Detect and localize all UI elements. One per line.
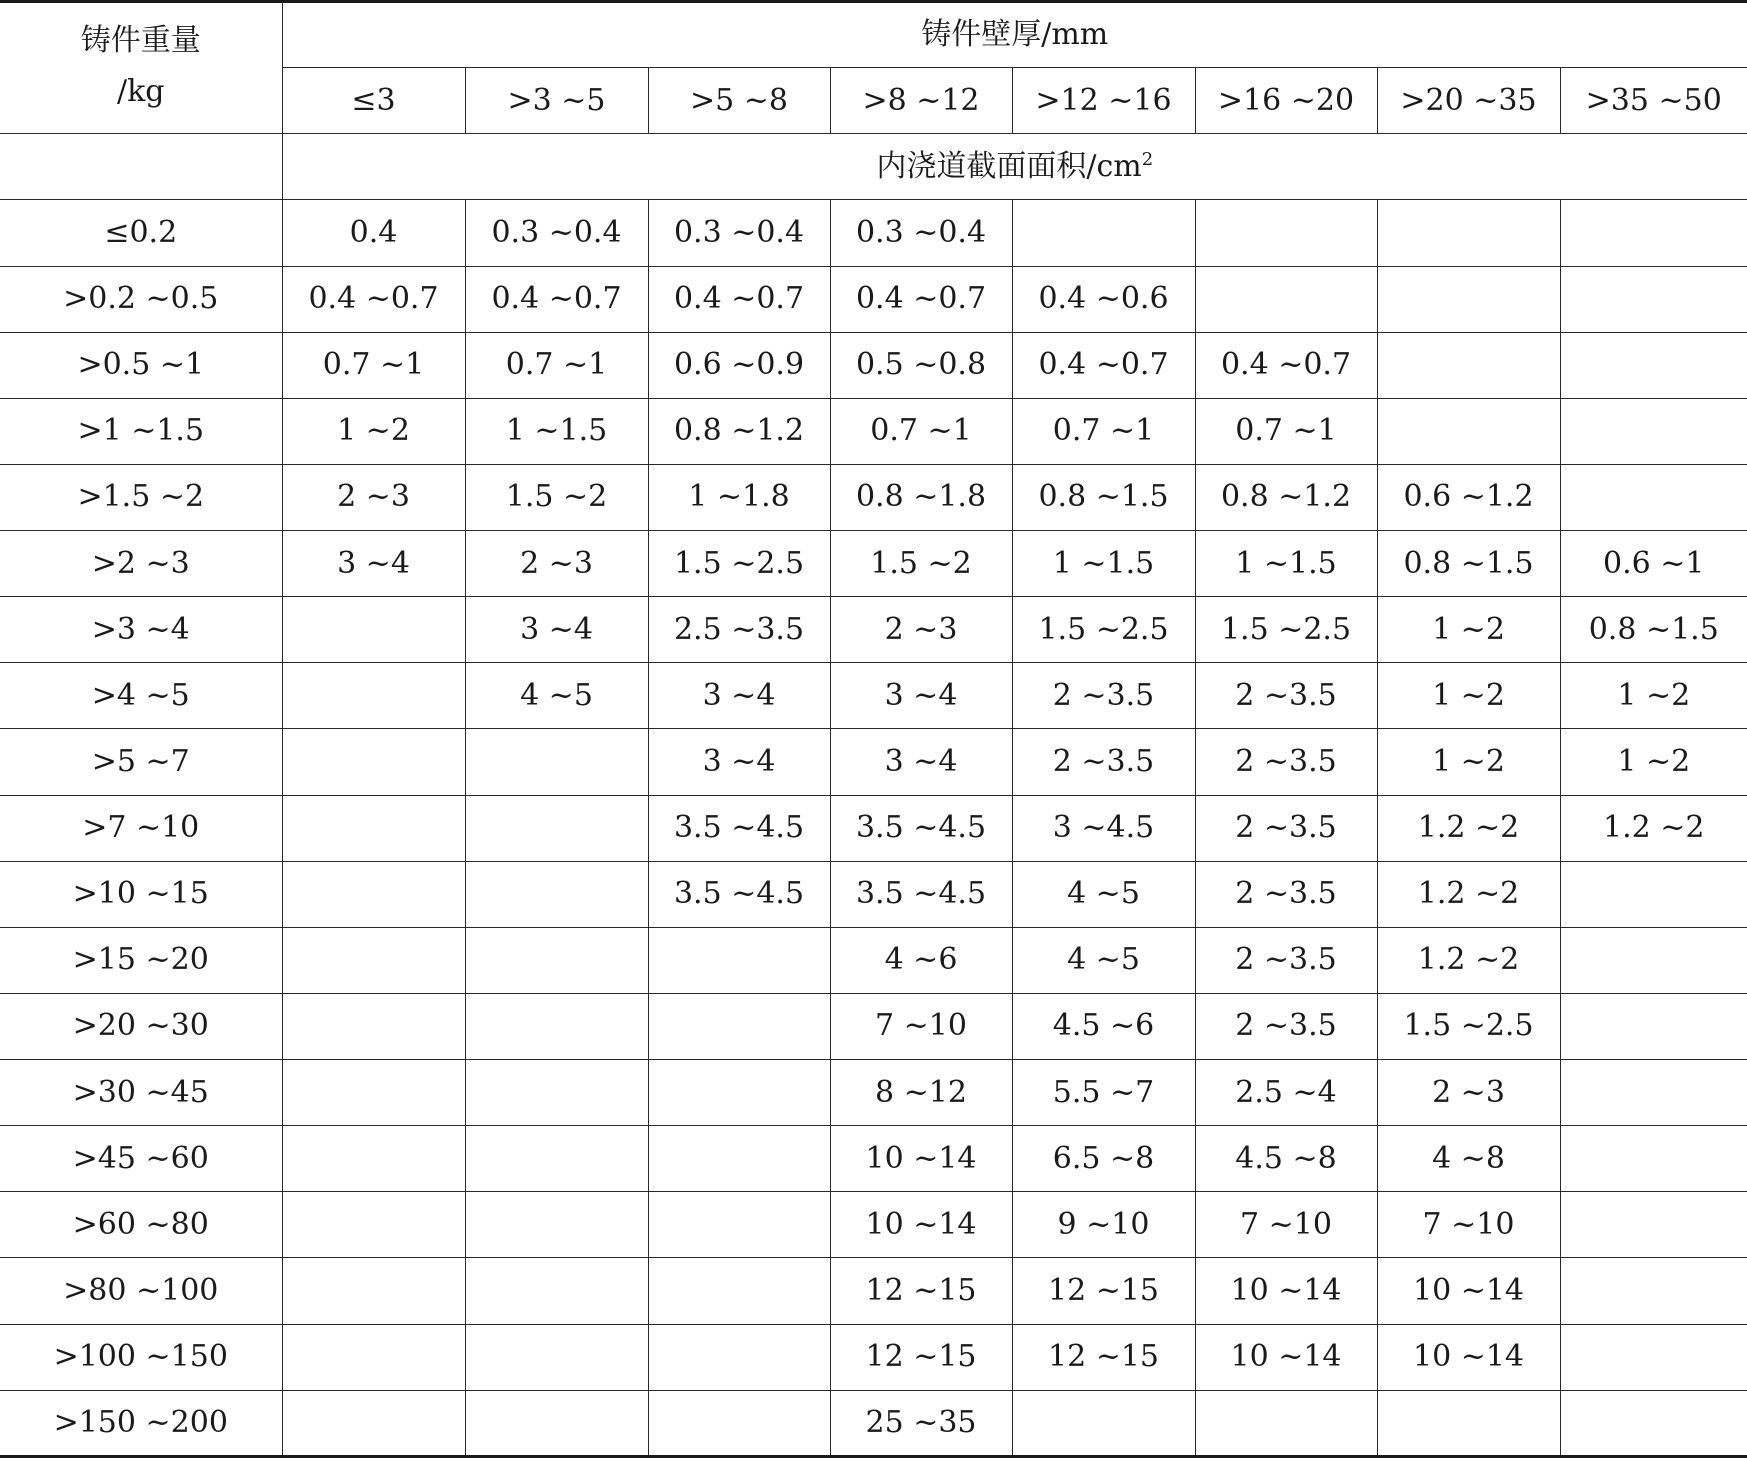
area-value-cell [1195, 200, 1377, 266]
area-value-cell: 0.4 ~0.7 [1195, 332, 1377, 398]
thickness-range-header: ≤3 [282, 68, 465, 134]
weight-range-cell: >15 ~20 [0, 927, 282, 993]
table-row [0, 927, 1747, 993]
area-value-cell [1377, 200, 1560, 266]
area-value-cell: 7 ~10 [1195, 1192, 1377, 1258]
area-value-cell: 1 ~2 [1377, 597, 1560, 663]
weight-range-cell: >10 ~15 [0, 861, 282, 927]
area-value-cell: 4.5 ~6 [1012, 993, 1195, 1059]
area-value-cell [1560, 1060, 1747, 1126]
ingate-area-header [282, 134, 1747, 200]
area-value-cell: 1.5 ~2.5 [648, 531, 830, 597]
area-value-cell [1560, 266, 1747, 332]
area-value-cell [1560, 1126, 1747, 1192]
area-value-cell [1377, 398, 1560, 464]
area-value-cell: 3.5 ~4.5 [830, 795, 1012, 861]
area-value-cell: 0.7 ~1 [1012, 398, 1195, 464]
area-value-cell [465, 795, 648, 861]
area-value-cell [465, 993, 648, 1059]
area-value-cell: 0.6 ~1 [1560, 531, 1747, 597]
area-value-cell: 25 ~35 [830, 1390, 1012, 1456]
area-value-cell: 2 ~3 [830, 597, 1012, 663]
area-value-cell: 1.5 ~2 [465, 464, 648, 530]
table-row [0, 861, 1747, 927]
area-value-cell: 1 ~2 [282, 398, 465, 464]
area-value-cell: 0.8 ~1.5 [1560, 597, 1747, 663]
casting-weight-header [0, 2, 282, 134]
table-row [0, 1324, 1747, 1390]
table-row [0, 464, 1747, 530]
area-value-cell: 3.5 ~4.5 [648, 795, 830, 861]
area-value-cell: 3.5 ~4.5 [830, 861, 1012, 927]
table-row [0, 200, 1747, 266]
ingate-area-label: 内浇道截面面积/cm [876, 148, 1142, 184]
table-row [0, 266, 1747, 332]
area-value-cell [648, 993, 830, 1059]
area-value-cell: 3 ~4 [282, 531, 465, 597]
area-value-cell: 2 ~3 [1377, 1060, 1560, 1126]
area-value-cell: 2.5 ~3.5 [648, 597, 830, 663]
area-value-cell: 1.5 ~2.5 [1012, 597, 1195, 663]
weight-range-cell: >4 ~5 [0, 663, 282, 729]
area-value-cell: 12 ~15 [1012, 1258, 1195, 1324]
area-value-cell [1377, 1390, 1560, 1456]
header-row-1 [0, 2, 1747, 68]
area-value-cell: 0.4 ~0.7 [282, 266, 465, 332]
area-value-cell: 2 ~3.5 [1195, 663, 1377, 729]
weight-range-cell: >3 ~4 [0, 597, 282, 663]
weight-range-cell: ≤0.2 [0, 200, 282, 266]
table-row [0, 1126, 1747, 1192]
area-value-cell: 4 ~5 [465, 663, 648, 729]
area-value-cell: 1 ~2 [1560, 663, 1747, 729]
area-value-cell: 1 ~2 [1377, 663, 1560, 729]
area-value-cell [465, 1060, 648, 1126]
area-value-cell [1560, 1324, 1747, 1390]
area-value-cell: 0.7 ~1 [465, 332, 648, 398]
empty-cell [0, 134, 282, 200]
area-value-cell: 7 ~10 [830, 993, 1012, 1059]
area-value-cell [282, 1390, 465, 1456]
table-row [0, 663, 1747, 729]
area-value-cell: 0.8 ~1.5 [1377, 531, 1560, 597]
area-value-cell: 12 ~15 [830, 1258, 1012, 1324]
table-row [0, 729, 1747, 795]
area-value-cell: 0.8 ~1.2 [648, 398, 830, 464]
area-value-cell [1560, 464, 1747, 530]
area-value-cell [465, 1192, 648, 1258]
area-value-cell [1012, 200, 1195, 266]
weight-range-cell: >1 ~1.5 [0, 398, 282, 464]
area-value-cell: 10 ~14 [1377, 1324, 1560, 1390]
area-value-cell: 1 ~2 [1377, 729, 1560, 795]
thickness-range-header: >5 ~8 [648, 68, 830, 134]
thickness-range-header: >16 ~20 [1195, 68, 1377, 134]
area-value-cell: 2.5 ~4 [1195, 1060, 1377, 1126]
area-value-cell: 0.3 ~0.4 [648, 200, 830, 266]
area-value-cell [1377, 266, 1560, 332]
area-value-cell: 2 ~3.5 [1012, 729, 1195, 795]
area-value-cell: 1.5 ~2.5 [1377, 993, 1560, 1059]
area-value-cell: 0.4 ~0.7 [1012, 332, 1195, 398]
area-value-cell: 0.4 ~0.7 [465, 266, 648, 332]
area-value-cell [1560, 1390, 1747, 1456]
table-row [0, 332, 1747, 398]
area-value-cell: 1.5 ~2 [830, 531, 1012, 597]
weight-range-cell: >2 ~3 [0, 531, 282, 597]
area-value-cell [282, 993, 465, 1059]
area-value-cell: 0.3 ~0.4 [465, 200, 648, 266]
weight-range-cell: >7 ~10 [0, 795, 282, 861]
area-value-cell: 2 ~3.5 [1195, 993, 1377, 1059]
table-row [0, 993, 1747, 1059]
area-value-cell: 0.4 ~0.6 [1012, 266, 1195, 332]
table-row [0, 1192, 1747, 1258]
area-value-cell [1560, 1258, 1747, 1324]
area-value-cell [648, 1192, 830, 1258]
ingate-area-exponent: 2 [1141, 148, 1154, 170]
area-value-cell: 10 ~14 [1195, 1258, 1377, 1324]
area-value-cell: 0.5 ~0.8 [830, 332, 1012, 398]
area-value-cell [1195, 266, 1377, 332]
table-body [0, 2, 1747, 1457]
area-value-cell [282, 927, 465, 993]
area-value-cell: 4 ~5 [1012, 927, 1195, 993]
area-value-cell: 4 ~6 [830, 927, 1012, 993]
area-value-cell [465, 1390, 648, 1456]
area-value-cell: 1 ~1.5 [1195, 531, 1377, 597]
area-value-cell: 12 ~15 [830, 1324, 1012, 1390]
area-value-cell [648, 927, 830, 993]
table-row [0, 1060, 1747, 1126]
area-value-cell: 2 ~3 [282, 464, 465, 530]
area-value-cell [1377, 332, 1560, 398]
area-value-cell [1560, 993, 1747, 1059]
area-value-cell: 0.8 ~1.8 [830, 464, 1012, 530]
area-value-cell [1560, 398, 1747, 464]
casting-weight-label: 铸件重量 [80, 23, 201, 58]
area-value-cell: 8 ~12 [830, 1060, 1012, 1126]
weight-range-cell: >1.5 ~2 [0, 464, 282, 530]
area-value-cell [465, 1324, 648, 1390]
area-value-cell [648, 1060, 830, 1126]
area-value-cell: 1 ~1.5 [465, 398, 648, 464]
casting-weight-unit: /kg [117, 74, 165, 109]
area-value-cell [282, 663, 465, 729]
area-value-cell [282, 795, 465, 861]
weight-range-cell: >60 ~80 [0, 1192, 282, 1258]
area-value-cell: 0.4 ~0.7 [648, 266, 830, 332]
thickness-range-header: >20 ~35 [1377, 68, 1560, 134]
area-value-cell: 0.6 ~1.2 [1377, 464, 1560, 530]
area-value-cell: 1 ~1.8 [648, 464, 830, 530]
weight-range-cell: >45 ~60 [0, 1126, 282, 1192]
table-row [0, 1258, 1747, 1324]
area-value-cell [1560, 861, 1747, 927]
area-value-cell: 10 ~14 [1195, 1324, 1377, 1390]
table-row [0, 1390, 1747, 1456]
area-value-cell [648, 1390, 830, 1456]
weight-range-cell: >20 ~30 [0, 993, 282, 1059]
area-value-cell: 0.8 ~1.5 [1012, 464, 1195, 530]
area-value-cell: 10 ~14 [830, 1192, 1012, 1258]
area-value-cell [1560, 1192, 1747, 1258]
area-value-cell [648, 1258, 830, 1324]
area-value-cell [648, 1126, 830, 1192]
weight-range-cell: >150 ~200 [0, 1390, 282, 1456]
area-value-cell [282, 1258, 465, 1324]
area-value-cell [1560, 332, 1747, 398]
area-value-cell [282, 729, 465, 795]
table-row [0, 398, 1747, 464]
area-value-cell: 4.5 ~8 [1195, 1126, 1377, 1192]
area-value-cell: 1.2 ~2 [1377, 795, 1560, 861]
area-value-cell: 3 ~4 [465, 597, 648, 663]
area-value-cell: 0.7 ~1 [282, 332, 465, 398]
area-value-cell [282, 1192, 465, 1258]
thickness-range-header: >35 ~50 [1560, 68, 1747, 134]
wall-thickness-header: 铸件壁厚/mm [282, 2, 1747, 68]
area-value-cell: 0.8 ~1.2 [1195, 464, 1377, 530]
area-value-cell: 1.2 ~2 [1377, 927, 1560, 993]
area-value-cell: 10 ~14 [1377, 1258, 1560, 1324]
area-value-cell: 10 ~14 [830, 1126, 1012, 1192]
weight-range-cell: >80 ~100 [0, 1258, 282, 1324]
area-value-cell [282, 861, 465, 927]
area-value-cell [465, 861, 648, 927]
area-value-cell: 3 ~4 [648, 729, 830, 795]
area-value-cell [648, 1324, 830, 1390]
area-value-cell [282, 597, 465, 663]
thickness-range-header: >3 ~5 [465, 68, 648, 134]
area-value-cell: 3 ~4 [830, 729, 1012, 795]
thickness-range-header: >8 ~12 [830, 68, 1012, 134]
area-value-cell: 9 ~10 [1012, 1192, 1195, 1258]
area-header-row [0, 134, 1747, 200]
area-value-cell [282, 1060, 465, 1126]
area-value-cell: 2 ~3.5 [1195, 861, 1377, 927]
area-value-cell: 3 ~4.5 [1012, 795, 1195, 861]
area-value-cell [465, 1258, 648, 1324]
area-value-cell [282, 1126, 465, 1192]
area-value-cell: 5.5 ~7 [1012, 1060, 1195, 1126]
area-value-cell [1560, 927, 1747, 993]
table-row [0, 795, 1747, 861]
area-value-cell: 1 ~2 [1560, 729, 1747, 795]
area-value-cell: 4 ~8 [1377, 1126, 1560, 1192]
area-value-cell: 0.7 ~1 [1195, 398, 1377, 464]
area-value-cell: 1.2 ~2 [1560, 795, 1747, 861]
area-value-cell: 2 ~3.5 [1012, 663, 1195, 729]
area-value-cell [282, 1324, 465, 1390]
area-value-cell: 0.4 ~0.7 [830, 266, 1012, 332]
area-value-cell [465, 927, 648, 993]
area-value-cell [465, 1126, 648, 1192]
area-value-cell: 0.4 [282, 200, 465, 266]
area-value-cell: 0.3 ~0.4 [830, 200, 1012, 266]
table-row [0, 531, 1747, 597]
area-value-cell [1560, 200, 1747, 266]
area-value-cell: 3 ~4 [648, 663, 830, 729]
area-value-cell [1012, 1390, 1195, 1456]
weight-range-cell: >0.5 ~1 [0, 332, 282, 398]
area-value-cell: 1.5 ~2.5 [1195, 597, 1377, 663]
area-value-cell: 2 ~3.5 [1195, 795, 1377, 861]
area-value-cell: 3 ~4 [830, 663, 1012, 729]
area-value-cell: 2 ~3.5 [1195, 927, 1377, 993]
weight-range-cell: >0.2 ~0.5 [0, 266, 282, 332]
table-row [0, 597, 1747, 663]
area-value-cell [1195, 1390, 1377, 1456]
area-value-cell: 2 ~3.5 [1195, 729, 1377, 795]
weight-range-cell: >100 ~150 [0, 1324, 282, 1390]
thickness-range-header: >12 ~16 [1012, 68, 1195, 134]
area-value-cell: 3.5 ~4.5 [648, 861, 830, 927]
weight-range-cell: >30 ~45 [0, 1060, 282, 1126]
area-value-cell: 0.6 ~0.9 [648, 332, 830, 398]
area-value-cell: 4 ~5 [1012, 861, 1195, 927]
area-value-cell: 2 ~3 [465, 531, 648, 597]
area-value-cell: 12 ~15 [1012, 1324, 1195, 1390]
area-value-cell [465, 729, 648, 795]
area-value-cell: 1.2 ~2 [1377, 861, 1560, 927]
area-value-cell: 0.7 ~1 [830, 398, 1012, 464]
area-value-cell: 7 ~10 [1377, 1192, 1560, 1258]
area-value-cell: 6.5 ~8 [1012, 1126, 1195, 1192]
area-value-cell: 1 ~1.5 [1012, 531, 1195, 597]
weight-range-cell: >5 ~7 [0, 729, 282, 795]
